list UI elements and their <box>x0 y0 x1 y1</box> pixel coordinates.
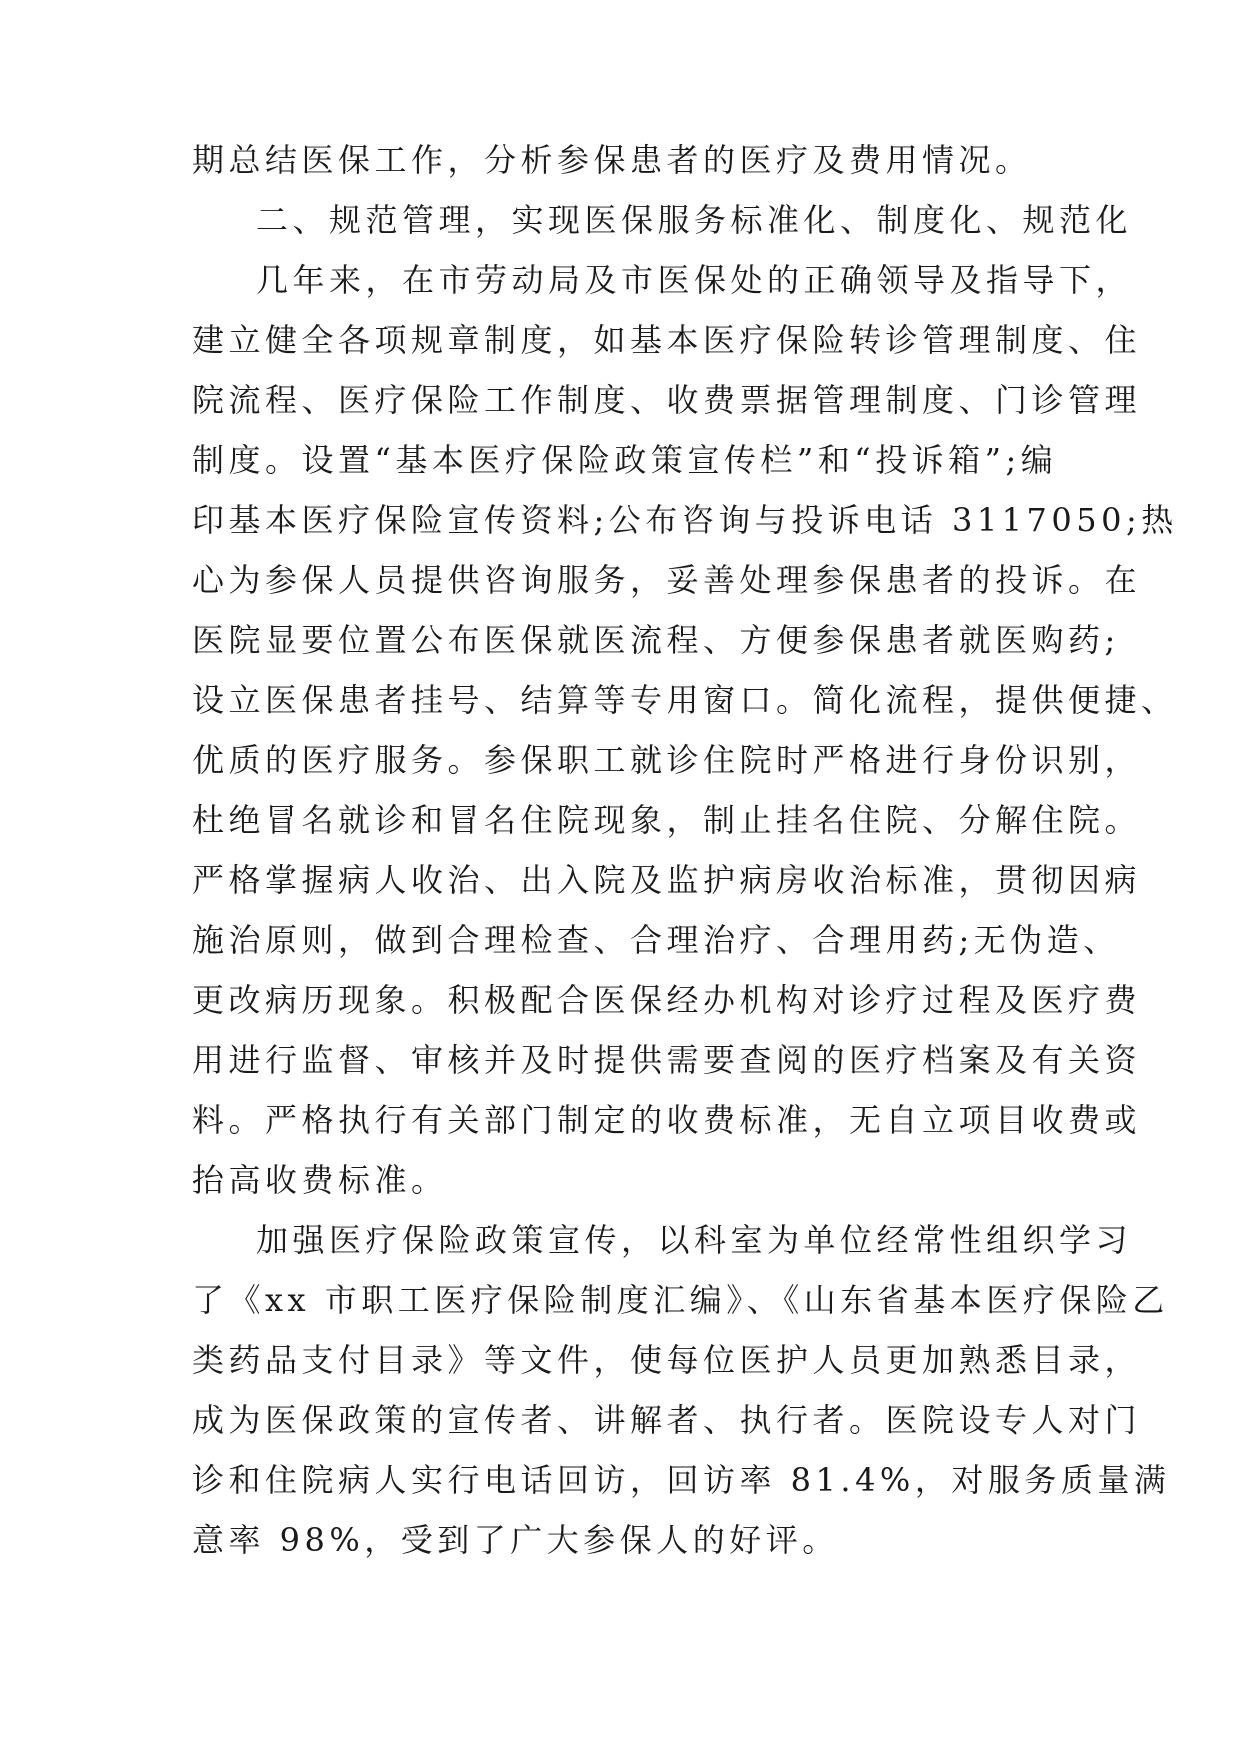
text-line: 设立医保患者挂号、结算等专用窗口。简化流程，提供便捷、 <box>192 681 1178 719</box>
text-line: 印基本医疗保险宣传资料;公布咨询与投诉电话 3117050;热 <box>192 501 1178 539</box>
text-line: 用进行监督、审核并及时提供需要查阅的医疗档案及有关资 <box>192 1041 1142 1079</box>
text-line: 类药品支付目录》等文件，使每位医护人员更加熟悉目录， <box>192 1341 1142 1379</box>
text-line: 更改病历现象。积极配合医保经办机构对诊疗过程及医疗费 <box>192 981 1142 1019</box>
text-line: 加强医疗保险政策宣传，以科室为单位经常性组织学习 <box>256 1221 1133 1259</box>
text-line: 医院显要位置公布医保就医流程、方便参保患者就医购药; <box>192 621 1120 659</box>
text-line: 诊和住院病人实行电话回访，回访率 81.4%，对服务质量满 <box>192 1461 1171 1499</box>
text-line: 成为医保政策的宣传者、讲解者、执行者。医院设专人对门 <box>192 1401 1142 1439</box>
text-line: 优质的医疗服务。参保职工就诊住院时严格进行身份识别， <box>192 741 1142 779</box>
text-line: 意率 98%，受到了广大参保人的好评。 <box>192 1521 839 1559</box>
text-line: 制度。设置“基本医疗保险政策宣传栏”和“投诉箱”;编 <box>192 441 1058 479</box>
text-line: 心为参保人员提供咨询服务，妥善处理参保患者的投诉。在 <box>192 561 1142 599</box>
text-line: 施治原则，做到合理检查、合理治疗、合理用药;无伪造、 <box>192 921 1120 959</box>
text-line: 建立健全各项规章制度，如基本医疗保险转诊管理制度、住 <box>192 321 1142 359</box>
text-line: 杜绝冒名就诊和冒名住院现象，制止挂名住院、分解住院。 <box>192 801 1142 839</box>
text-line: 抬高收费标准。 <box>192 1161 448 1199</box>
text-line: 料。严格执行有关部门制定的收费标准，无自立项目收费或 <box>192 1101 1142 1139</box>
text-line: 了《xx 市职工医疗保险制度汇编》、《山东省基本医疗保险乙 <box>192 1281 1169 1319</box>
section-heading: 二、规范管理，实现医保服务标准化、制度化、规范化 <box>256 201 1133 239</box>
text-line: 期总结医保工作，分析参保患者的医疗及费用情况。 <box>192 141 1032 179</box>
text-line: 院流程、医疗保险工作制度、收费票据管理制度、门诊管理 <box>192 381 1142 419</box>
text-line: 几年来，在市劳动局及市医保处的正确领导及指导下， <box>256 261 1133 299</box>
text-line: 严格掌握病人收治、出入院及监护病房收治标准，贯彻因病 <box>192 861 1142 899</box>
